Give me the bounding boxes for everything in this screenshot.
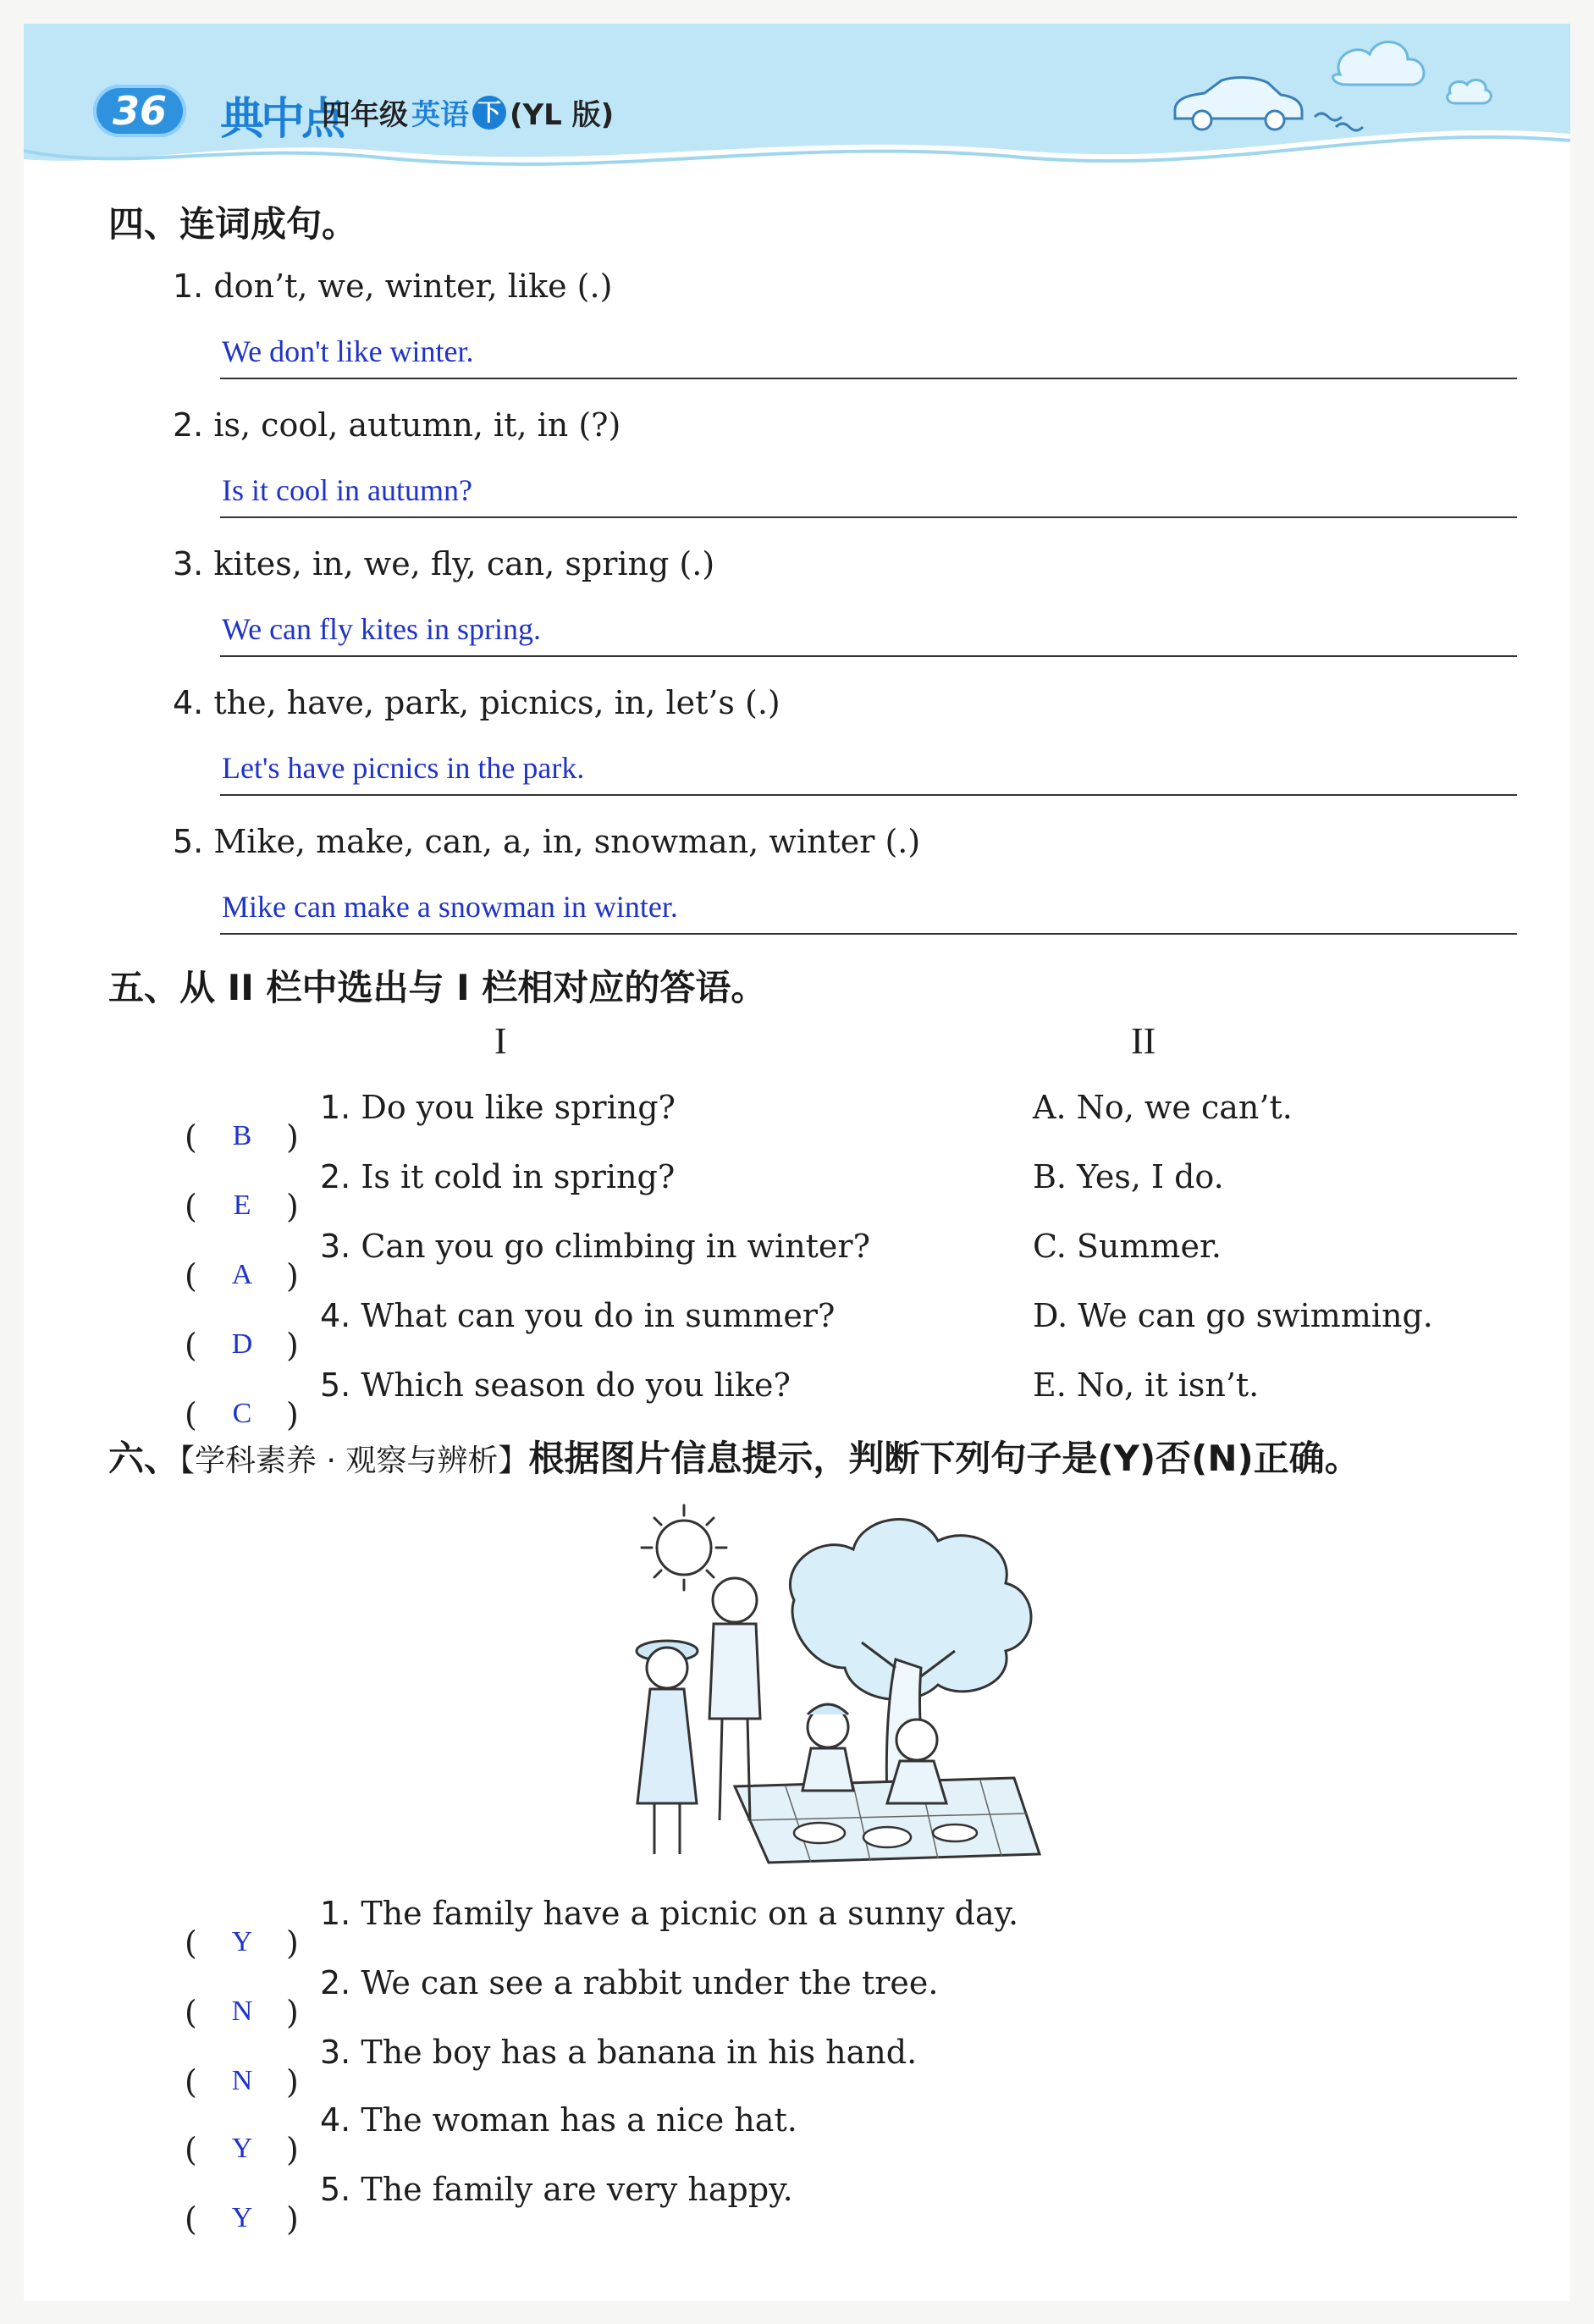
s6-answer[interactable]: N — [231, 2065, 253, 2096]
s6-title-rest: 根据图片信息提示，判断下列句子是(Y)否(N)正确。 — [528, 1438, 1360, 1479]
s5-question: What can you do in summer? — [361, 1297, 836, 1334]
s6-answer[interactable]: Y — [231, 2133, 253, 2164]
s6-sentence: The woman has a nice hat. — [361, 2101, 797, 2139]
s6-sentence: The family have a picnic on a sunny day. — [361, 1895, 1019, 1932]
section6-title — [108, 1431, 1360, 1482]
answer-line — [220, 378, 1517, 379]
woman-figure — [637, 1641, 698, 1854]
s5-answer[interactable]: B — [232, 1120, 252, 1151]
s5-num: 4. — [320, 1297, 351, 1334]
s4-num: 5. — [173, 823, 204, 860]
s5-answer[interactable]: A — [231, 1259, 253, 1290]
s6-answer[interactable]: N — [231, 1996, 253, 2027]
answer-line — [220, 794, 1517, 796]
s6-sentence: The boy has a banana in his hand. — [361, 2034, 918, 2071]
s4-item-2 — [173, 406, 621, 444]
s6-row-4: ( Y ) 4. The woman has a nice hat. — [185, 2101, 797, 2168]
picnic-illustration — [616, 1499, 1056, 1871]
s4-num: 4. — [173, 684, 204, 721]
s4-answer-5[interactable]: Mike can make a snowman in winter. — [222, 890, 678, 924]
s4-words: don’t, we, winter, like (.) — [213, 268, 613, 305]
page-number-badge: 36 — [93, 85, 186, 137]
s5-row-4: ( D ) 4. What can you do in summer? — [185, 1297, 836, 1364]
column-2-heading: II — [1131, 1020, 1156, 1062]
s6-num: 4. — [320, 2101, 351, 2139]
answer-line — [220, 933, 1517, 935]
s5-row-5: ( C ) 5. Which season do you like? — [185, 1366, 791, 1433]
s5-question: Which season do you like? — [361, 1366, 791, 1404]
picnic-blanket — [735, 1778, 1040, 1863]
s5-num: 3. — [320, 1228, 351, 1265]
s6-row-5: ( Y ) 5. The family are very happy. — [185, 2171, 793, 2238]
s5-answer[interactable]: C — [232, 1398, 252, 1429]
s4-words: Mike, make, can, a, in, snowman, winter (.) — [213, 823, 921, 860]
s4-num: 2. — [173, 406, 204, 444]
s5-num: 2. — [320, 1158, 351, 1195]
s4-answer-1[interactable]: We don't like winter. — [222, 334, 474, 368]
s5-question: Do you like spring? — [361, 1089, 676, 1126]
s6-prefix: 六、 — [108, 1438, 180, 1479]
s4-item-3 — [173, 545, 714, 582]
brand-logo: 典中点 — [220, 94, 343, 145]
s4-answer-2[interactable]: Is it cool in autumn? — [222, 473, 472, 507]
sun-icon — [642, 1505, 726, 1590]
s6-num: 2. — [320, 1964, 351, 2001]
s5-row-2: ( E ) 2. Is it cold in spring? — [185, 1158, 676, 1225]
grade-label: 四年级 — [322, 98, 408, 132]
s4-words: the, have, park, picnics, in, let’s (.) — [213, 684, 780, 721]
s5-num: 5. — [320, 1366, 351, 1404]
s5-option-b: B. Yes, I do. — [1033, 1158, 1224, 1195]
answer-line — [220, 655, 1517, 657]
column-1-heading: I — [494, 1020, 507, 1062]
s6-num: 3. — [320, 2034, 351, 2071]
s6-row-1: ( Y ) 1. The family have a picnic on a sunny day. — [185, 1895, 1019, 1962]
s5-question: Can you go climbing in winter? — [361, 1228, 870, 1265]
s6-num: 1. — [320, 1895, 351, 1932]
s5-option-e: E. No, it isn’t. — [1033, 1366, 1260, 1404]
page-header — [24, 24, 1570, 185]
subject-label: 英语 — [411, 98, 469, 132]
s5-num: 1. — [320, 1089, 351, 1126]
edition-label: (YL 版) — [510, 98, 615, 132]
s5-question: Is it cold in spring? — [361, 1158, 676, 1195]
s6-answer[interactable]: Y — [231, 1926, 253, 1957]
s4-words: is, cool, autumn, it, in (?) — [213, 406, 621, 444]
s4-item-5 — [173, 823, 920, 860]
s6-row-2: ( N ) 2. We can see a rabbit under the tree. — [185, 1964, 939, 2031]
book-title — [322, 91, 614, 133]
s6-tag: 【学科素养 · 观察与辨析】 — [179, 1444, 529, 1478]
s6-answer[interactable]: Y — [231, 2202, 253, 2233]
s4-item-4 — [173, 684, 780, 721]
s4-num: 1. — [173, 268, 204, 305]
s5-row-3: ( A ) 3. Can you go climbing in winter? — [185, 1228, 870, 1294]
volume-badge: 下 — [472, 96, 506, 130]
section5-title: 五、从 II 栏中选出与 I 栏相对应的答语。 — [108, 967, 767, 1008]
answer-line — [220, 516, 1517, 518]
worksheet-page — [24, 24, 1570, 2301]
section4-title: 四、连词成句。 — [108, 203, 358, 245]
s4-num: 3. — [173, 545, 204, 582]
s6-num: 5. — [320, 2171, 351, 2208]
s6-sentence: We can see a rabbit under the tree. — [361, 1964, 939, 2001]
s6-sentence: The family are very happy. — [361, 2171, 793, 2208]
s5-option-d: D. We can go swimming. — [1033, 1297, 1433, 1334]
s4-words: kites, in, we, fly, can, spring (.) — [213, 545, 715, 582]
boy-figure — [803, 1704, 853, 1791]
s5-row-1: ( B ) 1. Do you like spring? — [185, 1089, 676, 1156]
s4-answer-4[interactable]: Let's have picnics in the park. — [222, 751, 585, 785]
s5-option-c: C. Summer. — [1033, 1228, 1222, 1265]
s4-item-1 — [173, 268, 612, 305]
s5-option-a: A. No, we can’t. — [1033, 1089, 1293, 1126]
s5-answer[interactable]: E — [233, 1190, 251, 1221]
s6-row-3: ( N ) 3. The boy has a banana in his hand. — [185, 2034, 918, 2100]
man-figure — [709, 1578, 760, 1820]
s5-answer[interactable]: D — [231, 1328, 253, 1360]
s4-answer-3[interactable]: We can fly kites in spring. — [222, 612, 542, 646]
